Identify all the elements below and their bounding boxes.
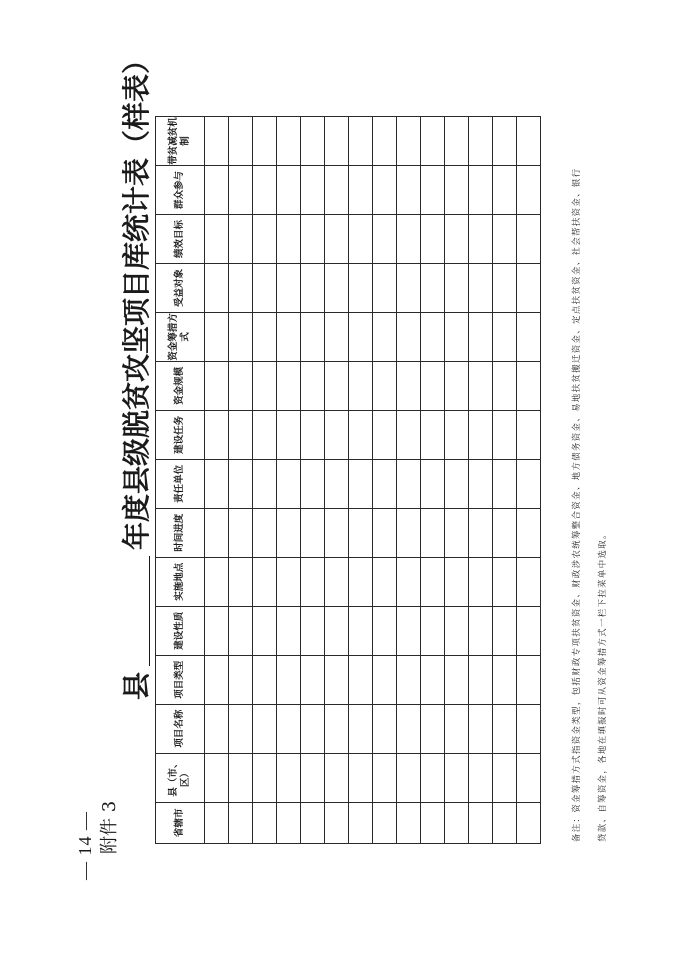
table-row [469, 117, 493, 844]
table-cell[interactable] [277, 117, 301, 166]
table-cell[interactable] [253, 410, 277, 459]
table-cell[interactable] [421, 459, 445, 508]
table-cell[interactable] [421, 312, 445, 361]
table-cell[interactable] [205, 166, 229, 215]
table-cell[interactable] [205, 508, 229, 557]
table-cell[interactable] [229, 214, 253, 263]
column-header: 项目类型 [156, 655, 205, 704]
table-cell[interactable] [445, 214, 469, 263]
table-cell[interactable] [301, 802, 325, 843]
table-cell[interactable] [445, 263, 469, 312]
table-cell[interactable] [253, 214, 277, 263]
table-cell[interactable] [325, 753, 349, 802]
table-cell[interactable] [205, 606, 229, 655]
table-cell[interactable] [349, 606, 373, 655]
table-cell[interactable] [397, 214, 421, 263]
table-row [397, 117, 421, 844]
table-cell[interactable] [253, 361, 277, 410]
table-cell[interactable] [469, 214, 493, 263]
table-cell[interactable] [469, 802, 493, 843]
table-cell[interactable] [325, 263, 349, 312]
table-cell[interactable] [229, 312, 253, 361]
table-cell[interactable] [517, 557, 541, 606]
table-row [229, 117, 253, 844]
table-cell[interactable] [301, 704, 325, 753]
column-header: 资金筹措方式 [156, 312, 205, 361]
table-cell[interactable] [445, 312, 469, 361]
column-header: 群众参与 [156, 166, 205, 215]
table-cell[interactable] [229, 361, 253, 410]
footnote-line-1: 备注：资金筹措方式指资金类型，包括财政专项扶贫资金、财政涉农统筹整合资金、地方债务资金、易地扶贫搬迁资金、定点扶贫资金、社会帮扶资金、银行 [571, 167, 581, 842]
table-cell[interactable] [229, 655, 253, 704]
table-cell[interactable] [421, 166, 445, 215]
table-row [205, 117, 229, 844]
table-cell[interactable] [301, 655, 325, 704]
table-cell[interactable] [445, 655, 469, 704]
table-cell[interactable] [253, 459, 277, 508]
table-cell[interactable] [469, 459, 493, 508]
table-cell[interactable] [301, 557, 325, 606]
table-cell[interactable] [397, 459, 421, 508]
table-cell[interactable] [469, 312, 493, 361]
table-cell[interactable] [229, 410, 253, 459]
table-cell[interactable] [373, 557, 397, 606]
table-cell[interactable] [349, 655, 373, 704]
table-cell[interactable] [493, 263, 517, 312]
table-cell[interactable] [469, 704, 493, 753]
column-header: 资金规模 [156, 361, 205, 410]
table-cell[interactable] [517, 655, 541, 704]
table-cell[interactable] [445, 508, 469, 557]
table-cell[interactable] [325, 117, 349, 166]
table-cell[interactable] [277, 508, 301, 557]
table-cell[interactable] [301, 753, 325, 802]
footnote-line-2: 贷款、自筹资金，各地在填报时可从资金筹措方式一栏下拉菜单中选取。 [597, 529, 607, 842]
table-cell[interactable] [397, 557, 421, 606]
table-cell[interactable] [229, 606, 253, 655]
table-cell[interactable] [469, 361, 493, 410]
table-cell[interactable] [445, 166, 469, 215]
table-cell[interactable] [301, 214, 325, 263]
table-cell[interactable] [325, 312, 349, 361]
table-cell[interactable] [421, 263, 445, 312]
table-cell[interactable] [205, 802, 229, 843]
table-cell[interactable] [277, 459, 301, 508]
table-cell[interactable] [397, 361, 421, 410]
table-cell[interactable] [349, 753, 373, 802]
table-cell[interactable] [445, 361, 469, 410]
table-cell[interactable] [445, 459, 469, 508]
table-cell[interactable] [421, 753, 445, 802]
table-cell[interactable] [325, 410, 349, 459]
column-header: 建设任务 [156, 410, 205, 459]
table-cell[interactable] [253, 606, 277, 655]
table-cell[interactable] [421, 557, 445, 606]
column-header: 实施地点 [156, 557, 205, 606]
table-cell[interactable] [421, 802, 445, 843]
table-cell[interactable] [325, 508, 349, 557]
table-cell[interactable] [373, 312, 397, 361]
table-cell[interactable] [205, 361, 229, 410]
table-cell[interactable] [373, 606, 397, 655]
table-cell[interactable] [277, 263, 301, 312]
table-cell[interactable] [277, 214, 301, 263]
table-cell[interactable] [373, 361, 397, 410]
table-cell[interactable] [205, 557, 229, 606]
table-cell[interactable] [253, 312, 277, 361]
table-cell[interactable] [397, 166, 421, 215]
table-cell[interactable] [325, 557, 349, 606]
table-cell[interactable] [421, 214, 445, 263]
table-cell[interactable] [301, 508, 325, 557]
table-cell[interactable] [469, 557, 493, 606]
table-cell[interactable] [373, 214, 397, 263]
table-cell[interactable] [277, 410, 301, 459]
table-cell[interactable] [229, 263, 253, 312]
table-cell[interactable] [397, 655, 421, 704]
column-header: 省辖市 [156, 802, 205, 843]
table-cell[interactable] [493, 117, 517, 166]
table-cell[interactable] [229, 459, 253, 508]
table-cell[interactable] [253, 655, 277, 704]
table-cell[interactable] [349, 508, 373, 557]
table-cell[interactable] [397, 753, 421, 802]
table-cell[interactable] [349, 117, 373, 166]
column-header: 项目名称 [156, 704, 205, 753]
table-cell[interactable] [349, 166, 373, 215]
table-cell[interactable] [373, 704, 397, 753]
table-cell[interactable] [517, 166, 541, 215]
table-row [277, 117, 301, 844]
table-cell[interactable] [325, 361, 349, 410]
table-cell[interactable] [373, 753, 397, 802]
table-cell[interactable] [469, 117, 493, 166]
table-cell[interactable] [493, 508, 517, 557]
table-cell[interactable] [493, 753, 517, 802]
table-cell[interactable] [277, 557, 301, 606]
table-cell[interactable] [277, 312, 301, 361]
table-cell[interactable] [421, 704, 445, 753]
table-cell[interactable] [445, 606, 469, 655]
column-header: 县（市、区） [156, 753, 205, 802]
table-cell[interactable] [493, 802, 517, 843]
page-number: — 14 — [75, 811, 95, 880]
table-cell[interactable] [469, 606, 493, 655]
table-cell[interactable] [325, 606, 349, 655]
table-cell[interactable] [469, 166, 493, 215]
table-cell[interactable] [517, 753, 541, 802]
table-cell[interactable] [325, 214, 349, 263]
footnote [563, 112, 615, 842]
table-cell[interactable] [229, 508, 253, 557]
table-cell[interactable] [493, 166, 517, 215]
table-cell[interactable] [493, 557, 517, 606]
table-cell[interactable] [445, 117, 469, 166]
table-cell[interactable] [517, 459, 541, 508]
table-cell[interactable] [205, 117, 229, 166]
table-cell[interactable] [349, 802, 373, 843]
table-cell[interactable] [517, 410, 541, 459]
table-cell[interactable] [469, 508, 493, 557]
table-row [301, 117, 325, 844]
table-cell[interactable] [253, 753, 277, 802]
table-cell[interactable] [325, 655, 349, 704]
table-cell[interactable] [205, 263, 229, 312]
table-cell[interactable] [325, 166, 349, 215]
project-statistics-table [155, 116, 541, 844]
table-row [373, 117, 397, 844]
table-cell[interactable] [421, 606, 445, 655]
table-cell[interactable] [325, 704, 349, 753]
table-cell[interactable] [205, 655, 229, 704]
table-cell[interactable] [301, 312, 325, 361]
table-cell[interactable] [205, 410, 229, 459]
table-cell[interactable] [349, 557, 373, 606]
table-cell[interactable] [229, 117, 253, 166]
column-header: 带贫减贫机制 [156, 117, 205, 166]
table-cell[interactable] [205, 704, 229, 753]
table-cell[interactable] [397, 117, 421, 166]
table-cell[interactable] [277, 802, 301, 843]
table-cell[interactable] [373, 508, 397, 557]
table-cell[interactable] [397, 802, 421, 843]
table-cell[interactable] [349, 214, 373, 263]
table-cell[interactable] [253, 557, 277, 606]
table-cell[interactable] [397, 263, 421, 312]
table-cell[interactable] [277, 704, 301, 753]
table-cell[interactable] [301, 117, 325, 166]
table-cell[interactable] [493, 655, 517, 704]
column-header: 受益对象 [156, 263, 205, 312]
table-cell[interactable] [253, 802, 277, 843]
table-row [325, 117, 349, 844]
table-cell[interactable] [397, 704, 421, 753]
table-cell[interactable] [349, 459, 373, 508]
table-cell[interactable] [421, 655, 445, 704]
table-cell[interactable] [373, 655, 397, 704]
table-cell[interactable] [277, 166, 301, 215]
table-cell[interactable] [229, 753, 253, 802]
table-cell[interactable] [493, 459, 517, 508]
table-cell[interactable] [421, 410, 445, 459]
table-cell[interactable] [421, 361, 445, 410]
table-cell[interactable] [493, 214, 517, 263]
table-cell[interactable] [469, 655, 493, 704]
title-blank-underline [123, 556, 150, 666]
table-body [205, 117, 541, 844]
table-cell[interactable] [253, 508, 277, 557]
table-cell[interactable] [229, 166, 253, 215]
table-cell[interactable] [229, 802, 253, 843]
table-cell[interactable] [277, 606, 301, 655]
table-cell[interactable] [229, 557, 253, 606]
table-cell[interactable] [301, 263, 325, 312]
table-cell[interactable] [517, 214, 541, 263]
table-cell[interactable] [445, 410, 469, 459]
column-header: 建设性质 [156, 606, 205, 655]
table-cell[interactable] [517, 606, 541, 655]
table-cell[interactable] [349, 263, 373, 312]
table-cell[interactable] [517, 802, 541, 843]
table-cell[interactable] [493, 704, 517, 753]
table-cell[interactable] [253, 117, 277, 166]
table-cell[interactable] [397, 410, 421, 459]
table-cell[interactable] [325, 459, 349, 508]
table-row [349, 117, 373, 844]
table-cell[interactable] [493, 606, 517, 655]
table-cell[interactable] [421, 508, 445, 557]
table-cell[interactable] [445, 704, 469, 753]
table-cell[interactable] [277, 655, 301, 704]
table-cell[interactable] [469, 410, 493, 459]
table-cell[interactable] [373, 166, 397, 215]
table-cell[interactable] [493, 312, 517, 361]
table-cell[interactable] [517, 508, 541, 557]
column-header: 责任单位 [156, 459, 205, 508]
table-cell[interactable] [301, 606, 325, 655]
table-cell[interactable] [277, 753, 301, 802]
table-cell[interactable] [421, 117, 445, 166]
table-cell[interactable] [325, 802, 349, 843]
table-cell[interactable] [205, 753, 229, 802]
table-cell[interactable] [205, 312, 229, 361]
table-cell[interactable] [493, 361, 517, 410]
table-cell[interactable] [253, 263, 277, 312]
table-cell[interactable] [373, 263, 397, 312]
table-cell[interactable] [301, 166, 325, 215]
table-cell[interactable] [349, 361, 373, 410]
table-cell[interactable] [397, 606, 421, 655]
table-cell[interactable] [373, 459, 397, 508]
table-cell[interactable] [301, 361, 325, 410]
attachment-label: 附件 3 [99, 800, 120, 854]
column-header: 绩效目标 [156, 214, 205, 263]
table-cell[interactable] [205, 459, 229, 508]
table-row [253, 117, 277, 844]
table-cell[interactable] [517, 361, 541, 410]
table-cell[interactable] [205, 214, 229, 263]
table-cell[interactable] [397, 508, 421, 557]
table-cell[interactable] [301, 459, 325, 508]
table-cell[interactable] [277, 361, 301, 410]
table-cell[interactable] [349, 704, 373, 753]
table-cell[interactable] [517, 312, 541, 361]
table-cell[interactable] [517, 263, 541, 312]
table-row [445, 117, 469, 844]
table-cell[interactable] [373, 410, 397, 459]
table-cell[interactable] [517, 704, 541, 753]
table-row [517, 117, 541, 844]
table-cell[interactable] [349, 312, 373, 361]
table-cell[interactable] [253, 166, 277, 215]
table-cell[interactable] [373, 117, 397, 166]
table-cell[interactable] [253, 704, 277, 753]
title-county: 县 [120, 671, 153, 700]
table-cell[interactable] [493, 410, 517, 459]
page-title [118, 46, 156, 700]
table-header-row [156, 117, 205, 844]
table-cell[interactable] [445, 753, 469, 802]
table-row [493, 117, 517, 844]
table-cell[interactable] [445, 557, 469, 606]
table-cell[interactable] [469, 753, 493, 802]
table-cell[interactable] [397, 312, 421, 361]
table-row [421, 117, 445, 844]
table-cell[interactable] [373, 802, 397, 843]
table-cell[interactable] [301, 410, 325, 459]
title-main: 年度县级脱贫攻坚项目库统计表（样表） [120, 45, 153, 550]
table-cell[interactable] [445, 802, 469, 843]
table-cell[interactable] [469, 263, 493, 312]
column-header: 时间进度 [156, 508, 205, 557]
table-cell[interactable] [229, 704, 253, 753]
table-cell[interactable] [349, 410, 373, 459]
table-cell[interactable] [517, 117, 541, 166]
